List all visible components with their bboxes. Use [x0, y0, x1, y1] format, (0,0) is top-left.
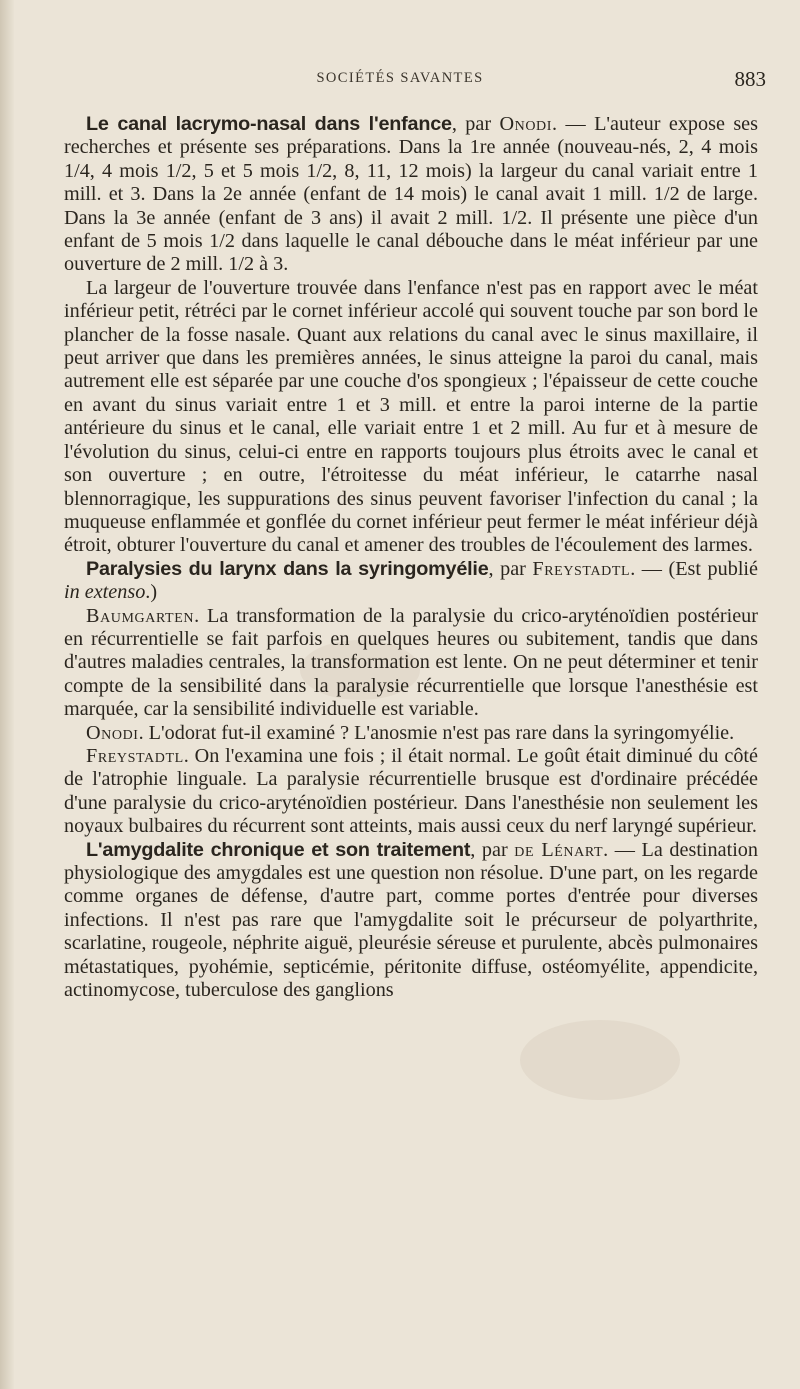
paragraph-paralysies-larynx: [64, 558, 758, 605]
paragraph-text: . L'odorat fut-il examiné ? L'anosmie n'est pas rare dans la syringomyélie.: [138, 721, 735, 744]
paragraph-text: . On l'examina une fois ; il était normal. Le goût était diminué du côté de l'atrophie linguale. La paralysie récurrentielle brusque est d'ordinaire précédée d'une paralysie du crico-aryténoïdien postérieur. Dans l'anesthésie non seulement les noyaux bulbaires du récurrent sont atteints, mais aussi ceux du nerf laryngé supérieur.: [64, 744, 758, 838]
page-header: [0, 67, 800, 94]
paragraph-text-end: .): [145, 581, 158, 604]
paragraph-text: . — L'auteur expose ses recherches et présente ses préparations. Dans la 1re année (nouveau-nés, 2, 4 mois 1/4, 4 mois 1/2, 5 et 5 mois 1/2, 8, 11, 12 mois) la largeur du canal variait entre 1 mill. et 3. Dans la 2e année (enfant de 14 mois) le canal avait 1 mill. 1/2 de large. Dans la 3e année (enfant de 3 ans) il avait 2 mill. 1/2. Il présente une pièce d'un enfant de 5 mois 1/2 dans laquelle le canal débouche dans le méat inférieur par une ouverture de 2 mill. 1/2 à 3.: [64, 113, 758, 276]
paragraph-text: . — (Est publié: [630, 557, 758, 580]
paragraph-amygdalite: [64, 839, 758, 1003]
italic-text: in extenso: [64, 581, 146, 604]
paragraph-onodi-odorat: [64, 722, 758, 745]
author-name: de Lénart: [514, 838, 604, 861]
paragraph-freystadtl-reponse: [64, 745, 758, 839]
author-name: Onodi: [499, 113, 553, 135]
author-name: Freystadtl: [532, 557, 631, 580]
running-head: SOCIÉTÉS SAVANTES: [316, 70, 484, 86]
paragraph-baumgarten: [64, 605, 758, 722]
paragraph-text: . — La destination physiologique des amygdales est une question non résolue. D'une part, on les regarde comme organes de défense, d'autre part, comme portes d'entrée pour diverses infections. Il n'est pas rare que l'amygdalite soit le précurseur de polyarthrite, scarlatine, rougeole, néphrite aiguë, pleurésie séreuse et purulente, abcès pulmonaires métastatiques, pyohémie, septicémie, péritonite diffuse, ostéomyélite, appendicite, actinomycose, tuberculose des ganglions: [64, 838, 758, 1002]
title-joiner: , par: [470, 838, 515, 861]
page-edge-shadow: [0, 0, 14, 1389]
author-name: Freystadtl: [86, 744, 184, 767]
body-text: [64, 113, 758, 1002]
section-title: Paralysies du larynx dans la syringomyélie: [86, 557, 489, 580]
section-title: Le canal lacrymo-nasal dans l'enfance: [86, 113, 452, 135]
paragraph-canal-lacrymo-nasal: [64, 113, 758, 277]
title-joiner: , par: [451, 113, 500, 135]
author-name: Baumgarten: [86, 604, 195, 627]
author-name: Onodi: [86, 721, 139, 744]
page-number: 883: [734, 67, 766, 91]
paragraph-text: . La transformation de la paralysie du crico-aryténoïdien postérieur en récurrentielle se fait parfois en quelques heures ou subitement, tandis que dans d'autres maladies centrales, la transformation est lente. On ne peut déterminer et tenir compte de la sensibilité dans la paralysie récurrentielle que lorsque l'anesthésie est marquée, car la sensibilité individuelle est variable.: [64, 604, 758, 721]
section-title: L'amygdalite chronique et son traitement: [86, 838, 471, 861]
paper-stain: [520, 1020, 680, 1100]
title-joiner: , par: [488, 557, 533, 580]
paragraph-text: La largeur de l'ouverture trouvée dans l'enfance n'est pas en rapport avec le méat inférieur petit, rétréci par le cornet inférieur accolé qui souvent touche par son bord le plancher de la fosse nasale. Quant aux relations du canal avec le sinus maxillaire, il peut arriver que dans les premières années, le sinus atteigne la paroi du canal, mais autrement elle est séparée par une couche d'os spongieux ; l'épaisseur de cette couche en avant du sinus variait entre 1 et 3 mill. et entre la paroi interne de la partie antérieure du sinus et le canal, elle variait entre 1 et 2 mill. Au fur et à mesure de l'évolution du sinus, celui-ci entre en rapports toujours plus étroits avec le canal et son ouverture ; en outre, l'étroitesse du méat inférieur, le catarrhe nasal blennorragique, les suppurations des sinus peuvent favoriser l'infection du canal ; la muqueuse enflammée et gonflée du cornet inférieur peut fermer le méat inférieur déjà étroit, obturer l'ouverture du canal et amener des troubles de l'écoulement des larmes.: [64, 276, 758, 557]
paragraph-largeur-ouverture: [64, 277, 758, 558]
